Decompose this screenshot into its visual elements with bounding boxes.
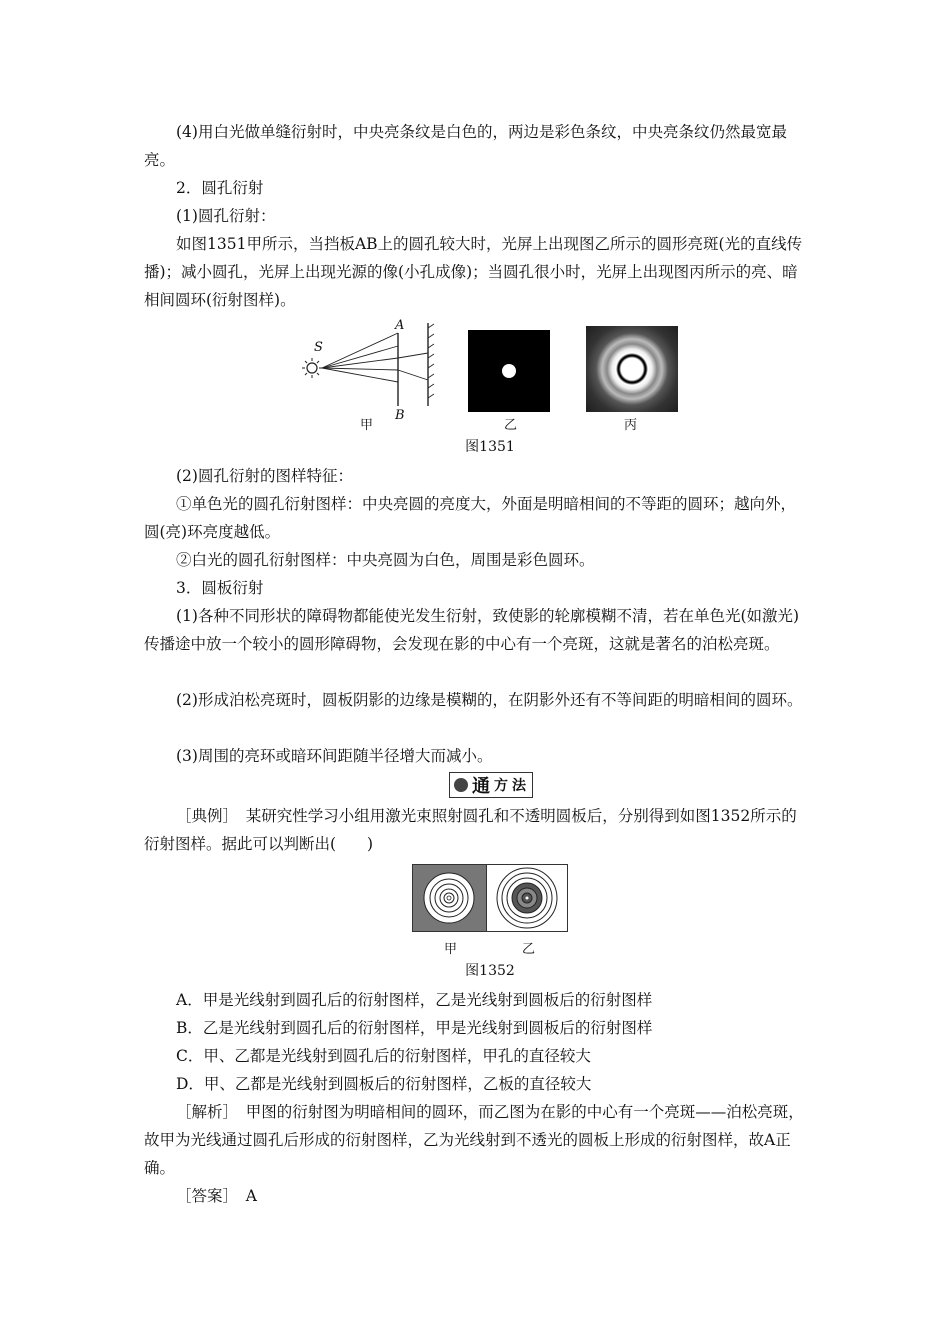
paragraph-poisson-shadow: (2)形成泊松亮斑时，圆板阴影的边缘是模糊的，在阴影外还有不等间距的明暗相间的圆环。 — [176, 691, 803, 709]
paragraph-answer: ［答案］ A — [176, 1187, 257, 1205]
paragraph-poisson-spot: (1)各种不同形状的障碍物都能使光发生衍射，致使影的轮廓模糊不清，若在单色光(如激光)传播途中放一个较小的圆形障碍物，会发现在影的中心有一个亮斑，这就是著名的泊松亮斑。 — [144, 607, 800, 653]
badge-subtitle: 方法 — [494, 778, 530, 794]
light-source-icon — [302, 358, 322, 378]
label-yi-2: 乙 — [522, 942, 536, 957]
paragraph-ring-spacing: (3)周围的亮环或暗环间距随半径增大而减小。 — [176, 747, 493, 765]
paragraph-circular-hole-description: 如图1351甲所示，当挡板AB上的圆孔较大时，光屏上出现图乙所示的圆形亮斑(光的直线传播)；减小圆孔，光屏上出现光源的像(小孔成像)；当圆孔很小时，光屏上出现图丙所示的亮、暗相间圆环(衍射图样)。 — [144, 235, 803, 309]
label-b: B — [395, 408, 405, 423]
option-d: D．甲、乙都是光线射到圆板后的衍射图样，乙板的直径较大 — [176, 1075, 592, 1093]
option-c: C．甲、乙都是光线射到圆孔后的衍射图样，甲孔的直径较大 — [176, 1047, 591, 1065]
paragraph-example-question: ［典例］ 某研究性学习小组用激光束照射圆孔和不透明圆板后，分别得到如图1352所示的衍射图样。据此可以判断出( ) — [144, 807, 797, 853]
label-bing: 丙 — [624, 418, 638, 433]
subheading-circular-hole: (1)圆孔衍射： — [176, 207, 276, 225]
figure-caption-1352: 图1352 — [465, 963, 515, 979]
heading-circular-hole-diffraction: 2．圆孔衍射 — [176, 179, 264, 197]
badge-title: 通 — [472, 776, 490, 797]
label-s: S — [314, 340, 323, 355]
option-b: B．乙是光线射到圆孔后的衍射图样，甲是光线射到圆板后的衍射图样 — [176, 1019, 653, 1037]
setup-diagram — [300, 318, 450, 428]
bright-spot-image — [468, 330, 550, 412]
paragraph-pattern-features: (2)圆孔衍射的图样特征： — [176, 467, 353, 485]
figure-caption-1351: 图1351 — [465, 439, 515, 455]
figure-1352 — [412, 864, 568, 960]
figure-1351 — [300, 318, 700, 440]
heading-disk-diffraction: 3．圆板衍射 — [176, 579, 264, 597]
diffraction-rings-image — [586, 326, 678, 412]
paragraph-white-light-pattern: ②白光的圆孔衍射图样：中央亮圆为白色，周围是彩色圆环。 — [176, 551, 595, 569]
label-a: A — [395, 318, 405, 333]
pattern-jia — [412, 864, 487, 932]
option-a: A．甲是光线射到圆孔后的衍射图样，乙是光线射到圆板后的衍射图样 — [176, 991, 653, 1009]
label-yi: 乙 — [504, 418, 518, 433]
paragraph-white-light-single-slit: (4)用白光做单缝衍射时，中央亮条纹是白色的，两边是彩色条纹，中央亮条纹仍然最宽最亮。 — [144, 123, 787, 169]
label-jia-2: 甲 — [444, 942, 458, 957]
pattern-yi — [486, 864, 568, 932]
paragraph-monochrome-pattern: ①单色光的圆孔衍射图样：中央亮圆的亮度大，外面是明暗相间的不等距的圆环；越向外，圆(亮)环亮度越低。 — [144, 495, 797, 541]
paragraph-analysis: ［解析］ 甲图的衍射图为明暗相间的圆环，而乙图为在影的中心有一个亮斑——泊松亮斑，故甲为光线通过圆孔后形成的衍射图样，乙为光线射到不透光的圆板上形成的衍射图样，故A正确。 — [144, 1103, 804, 1177]
bright-spot — [502, 364, 516, 378]
label-jia: 甲 — [360, 418, 374, 433]
badge-icon — [454, 778, 468, 792]
method-badge — [449, 772, 533, 798]
